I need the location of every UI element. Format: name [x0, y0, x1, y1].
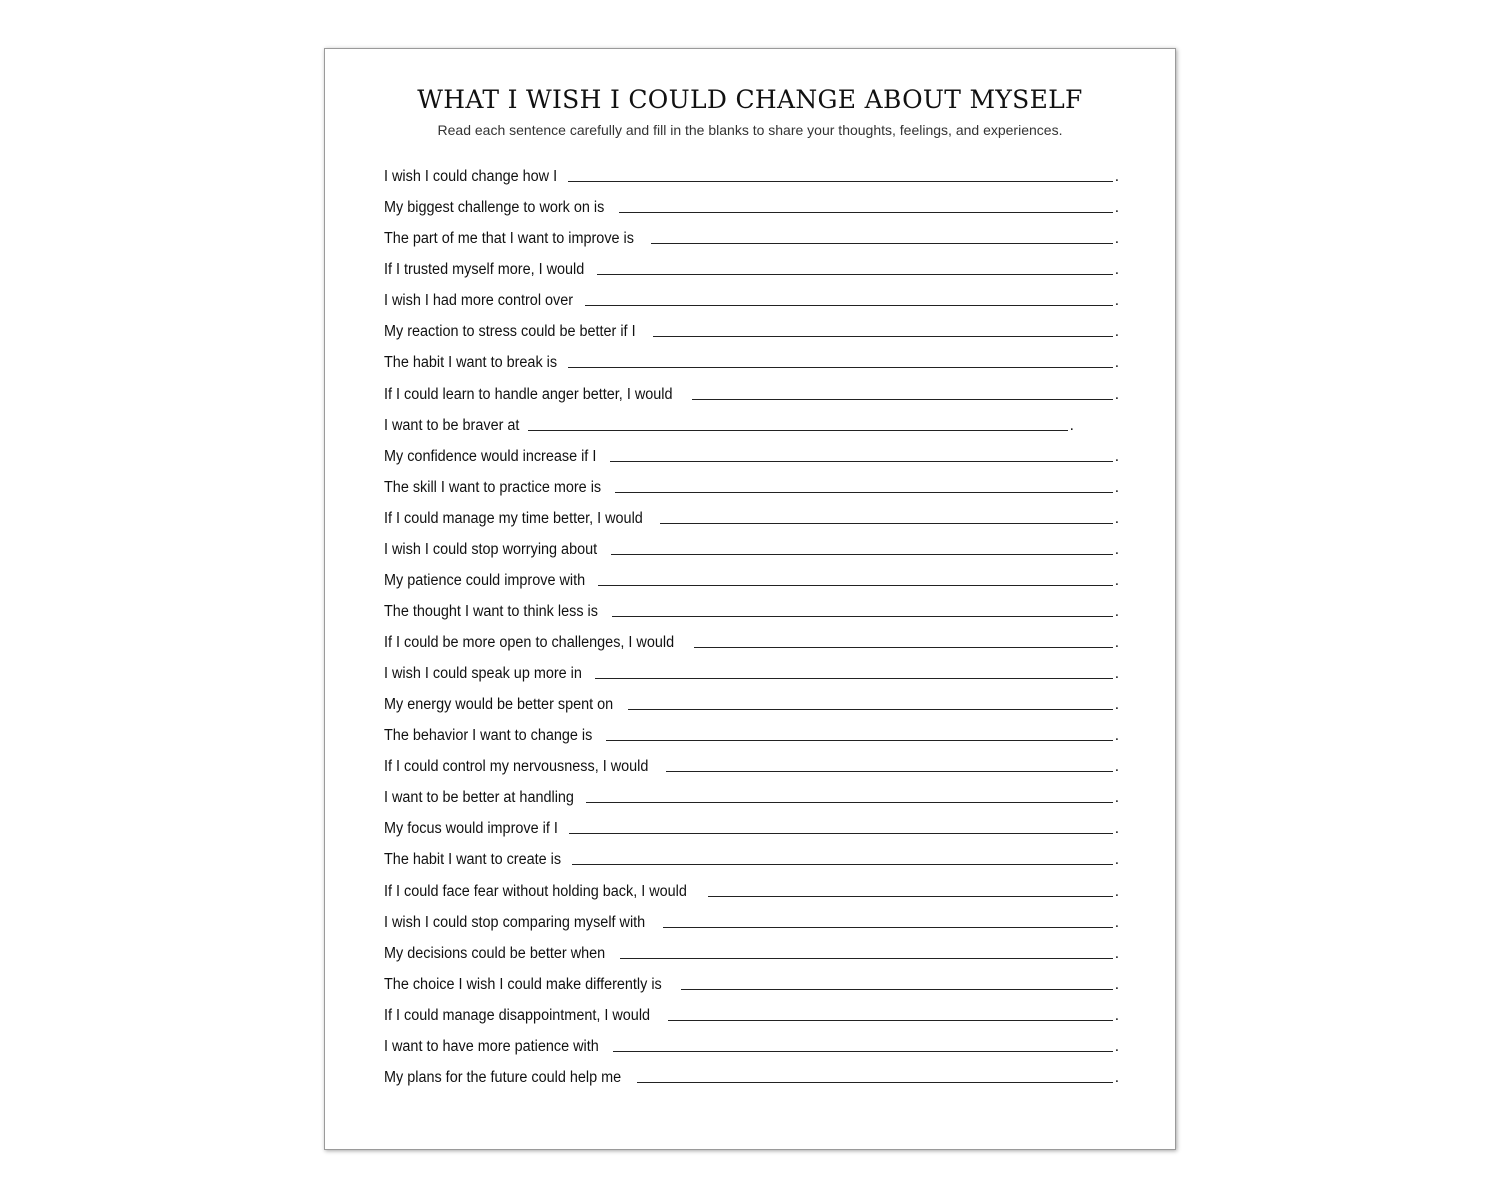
prompt-label: I wish I could stop comparing myself with	[384, 913, 646, 931]
answer-blank[interactable]	[708, 895, 1113, 897]
sentence-period: .	[1114, 292, 1119, 310]
answer-blank[interactable]	[692, 398, 1112, 400]
answer-blank[interactable]	[597, 273, 1112, 275]
prompt-label: If I trusted myself more, I would	[384, 261, 585, 279]
answer-blank[interactable]	[615, 491, 1112, 493]
answer-blank[interactable]	[651, 242, 1113, 244]
prompt-row	[384, 437, 1119, 468]
prompt-row	[384, 996, 1119, 1027]
answer-blank[interactable]	[610, 460, 1112, 462]
sentence-period: .	[1114, 230, 1119, 248]
prompt-row	[384, 747, 1119, 778]
sentence-period: .	[1114, 199, 1119, 217]
sentence-period: .	[1114, 789, 1119, 807]
prompt-label: My reaction to stress could be better if I	[384, 323, 636, 341]
answer-blank[interactable]	[681, 988, 1113, 990]
worksheet-page	[324, 48, 1176, 1150]
sentence-period: .	[1114, 354, 1119, 372]
prompt-label: The habit I want to break is	[384, 354, 558, 372]
sentence-period: .	[1114, 944, 1119, 962]
prompt-row	[384, 406, 1119, 437]
answer-blank[interactable]	[528, 429, 1068, 431]
sentence-period: .	[1114, 665, 1119, 683]
sentence-period: .	[1114, 478, 1119, 496]
sentence-period: .	[1114, 602, 1119, 620]
prompt-label: If I could be more open to challenges, I would	[384, 634, 675, 651]
sentence-period: .	[1114, 1037, 1119, 1055]
prompt-label: My confidence would increase if I	[384, 447, 597, 465]
prompt-label: My energy would be better spent on	[384, 696, 614, 714]
answer-blank[interactable]	[595, 677, 1113, 679]
prompt-row	[384, 343, 1119, 374]
answer-blank[interactable]	[586, 801, 1112, 803]
prompt-row	[384, 468, 1119, 499]
sentence-period: .	[1114, 540, 1119, 558]
prompt-row	[384, 934, 1119, 965]
prompt-label: My focus would improve if I	[384, 820, 558, 838]
sentence-period: .	[1114, 447, 1119, 465]
prompt-label: If I could face fear without holding back, I would	[384, 882, 687, 900]
worksheet-title: WHAT I WISH I COULD CHANGE ABOUT MYSELF	[417, 85, 1083, 114]
answer-blank[interactable]	[666, 770, 1112, 772]
answer-blank[interactable]	[612, 615, 1113, 617]
prompt-row	[384, 965, 1119, 996]
answer-blank[interactable]	[568, 366, 1113, 368]
answer-blank[interactable]	[637, 1081, 1113, 1083]
sentence-period: .	[1114, 1068, 1119, 1086]
prompt-row	[384, 374, 1119, 405]
prompt-row	[384, 685, 1119, 716]
answer-blank[interactable]	[569, 832, 1113, 834]
prompt-row	[384, 561, 1119, 592]
prompt-label: I want to be braver at	[384, 416, 520, 434]
prompt-label: The behavior I want to change is	[384, 727, 593, 745]
answer-blank[interactable]	[694, 646, 1113, 648]
prompt-row	[384, 840, 1119, 871]
answer-blank[interactable]	[606, 739, 1113, 741]
prompt-row	[384, 530, 1119, 561]
prompt-label: I wish I could speak up more in	[384, 665, 582, 683]
prompt-row	[384, 716, 1119, 747]
sentence-period: .	[1114, 261, 1119, 279]
prompt-row	[384, 499, 1119, 530]
answer-blank[interactable]	[620, 957, 1113, 959]
answer-blank[interactable]	[668, 1019, 1113, 1021]
answer-blank[interactable]	[613, 1050, 1113, 1052]
prompt-label: The habit I want to create is	[384, 851, 562, 869]
sentence-period: .	[1114, 727, 1119, 745]
sentence-period: .	[1114, 1006, 1119, 1024]
prompt-label: I want to be better at handling	[384, 789, 574, 807]
prompt-row	[384, 250, 1119, 281]
prompt-label: If I could control my nervousness, I would	[384, 758, 649, 776]
prompt-label: The part of me that I want to improve is	[384, 230, 634, 248]
prompt-label: The skill I want to practice more is	[384, 478, 602, 496]
sentence-period: .	[1114, 758, 1119, 776]
prompt-row	[384, 1027, 1119, 1058]
prompt-label: If I could manage disappointment, I would	[384, 1006, 651, 1024]
prompt-row	[384, 592, 1119, 623]
prompt-label: I wish I had more control over	[384, 292, 574, 310]
prompt-label: My decisions could be better when	[384, 944, 606, 962]
sentence-period: .	[1114, 385, 1119, 403]
answer-blank[interactable]	[572, 863, 1112, 865]
prompt-label: The thought I want to think less is	[384, 602, 598, 620]
answer-blank[interactable]	[628, 708, 1112, 710]
sentence-period: .	[1114, 168, 1119, 186]
sentence-period: .	[1069, 416, 1074, 434]
prompt-row	[384, 778, 1119, 809]
prompt-label: My plans for the future could help me	[384, 1068, 622, 1086]
sentence-period: .	[1114, 323, 1119, 341]
prompt-label: I wish I could change how I	[384, 168, 558, 186]
prompt-label: I want to have more patience with	[384, 1037, 599, 1055]
sentence-period: .	[1114, 571, 1119, 589]
answer-blank[interactable]	[619, 211, 1113, 213]
answer-blank[interactable]	[568, 180, 1113, 182]
prompt-row	[384, 623, 1119, 654]
prompt-label: If I could learn to handle anger better, I would	[384, 385, 673, 403]
prompt-label: The choice I wish I could make differently is	[384, 975, 662, 993]
answer-blank[interactable]	[611, 553, 1113, 555]
prompt-label: My biggest challenge to work on is	[384, 199, 605, 217]
sentence-period: .	[1114, 509, 1119, 527]
prompt-row	[384, 312, 1119, 343]
prompt-label: I wish I could stop worrying about	[384, 540, 598, 558]
prompt-row	[384, 219, 1119, 250]
sentence-period: .	[1114, 882, 1119, 900]
answer-blank[interactable]	[585, 304, 1112, 306]
prompt-row	[384, 903, 1119, 934]
answer-blank[interactable]	[660, 522, 1112, 524]
prompt-list	[384, 157, 1119, 1089]
prompt-row	[384, 809, 1119, 840]
sentence-period: .	[1114, 913, 1119, 931]
prompt-row	[384, 188, 1119, 219]
prompt-row	[384, 871, 1119, 902]
prompt-label: If I could manage my time better, I would	[384, 509, 643, 527]
prompt-row	[384, 281, 1119, 312]
prompt-label: My patience could improve with	[384, 571, 586, 589]
sentence-period: .	[1114, 634, 1119, 651]
worksheet-instructions: Read each sentence carefully and fill in the blanks to share your thoughts, feelings, and experiences.	[437, 122, 1063, 138]
prompt-row	[384, 1058, 1119, 1089]
answer-blank[interactable]	[663, 926, 1113, 928]
sentence-period: .	[1114, 820, 1119, 838]
sentence-period: .	[1114, 696, 1119, 714]
sentence-period: .	[1114, 851, 1119, 869]
prompt-row	[384, 157, 1119, 188]
answer-blank[interactable]	[653, 335, 1113, 337]
answer-blank[interactable]	[598, 584, 1112, 586]
prompt-row	[384, 654, 1119, 685]
sentence-period: .	[1114, 975, 1119, 993]
